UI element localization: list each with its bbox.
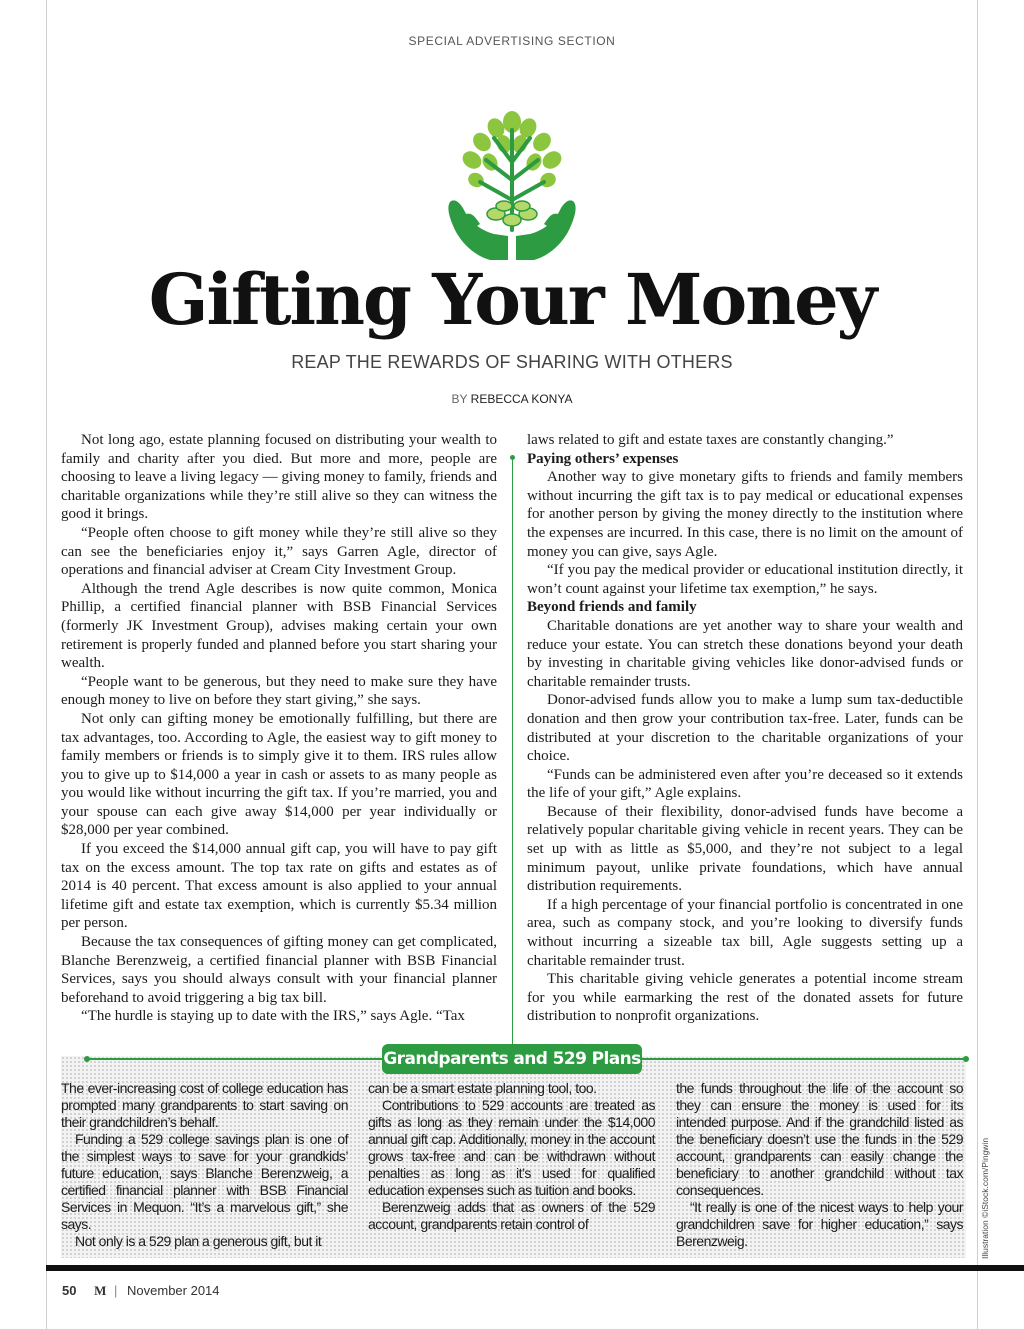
paragraph: “Funds can be administered even after you’re deceased so it extends the life of your gift,” Agle explains. bbox=[527, 766, 963, 802]
paragraph: Not long ago, estate planning focused on distributing your wealth to family and charity after you died. But more and more, people are choosing to leave a living legacy — giving money to family, friends and charitable organizations while they’re still alive so they can witness the good it brings. bbox=[61, 432, 497, 523]
article-right-column bbox=[527, 431, 963, 1026]
page-footer bbox=[62, 1283, 220, 1299]
sidebar-paragraph: Berenzweig adds that as owners of the 529 account, grandparents retain control of bbox=[368, 1199, 655, 1232]
illustration-credit: Illustration ©iStock.com/Pingwin bbox=[980, 1137, 990, 1259]
article-left-column bbox=[61, 431, 497, 1026]
sidebar-paragraph: The ever-increasing cost of college education has prompted many grandparents to start saving on their grandchildren’s behalf. bbox=[61, 1080, 348, 1130]
article-title: Gifting Your Money bbox=[148, 258, 876, 341]
sidebar-rule-dot bbox=[84, 1056, 90, 1062]
page-border-right bbox=[977, 0, 978, 1329]
paragraph: “People often choose to gift money while they’re still alive so they can see the beneficiaries enjoy it,” says Garren Agle, director of operations and financial adviser at Cream City Investment Group. bbox=[61, 524, 497, 579]
page-border-left bbox=[46, 0, 47, 1329]
footer-bar bbox=[46, 1265, 1024, 1271]
footer-separator: | bbox=[114, 1283, 118, 1298]
sidebar-paragraph: Contributions to 529 accounts are treated as gifts as long as they remain under the $14,000 annual gift cap. Additionally, money in the account grows tax-free and can be withdrawn without penalties as long as it’s used for qualified education expenses such as tuition and books. bbox=[368, 1097, 655, 1198]
paragraph: Donor-advised funds allow you to make a lump sum tax-deductible donation and then grow your contribution tax-free. Later, funds can be distributed at your discretion to the charitable organizations of your choice. bbox=[527, 692, 963, 765]
paragraph: laws related to gift and estate taxes are constantly changing.” bbox=[527, 432, 894, 448]
paragraph: If you exceed the $14,000 annual gift cap, you will have to pay gift tax on the excess amount. The top tax rate on gifts and estates as of 2014 is 40 percent. That excess amount is also applied to your annual lifetime gift and estate tax exemption, which is currently $5.34 million per person. bbox=[61, 841, 497, 932]
paragraph: “If you pay the medical provider or educational institution directly, it won’t count against your lifetime tax exemption,” he says. bbox=[527, 562, 963, 597]
magazine-logo: M bbox=[94, 1283, 107, 1298]
paragraph: Another way to give monetary gifts to friends and family members without incurring the gift tax is to pay medical or educational expenses for another person by giving the money directly to the institution where the expenses are incurred. In this case, there is no limit on the amount of money you can give, says Agle. bbox=[527, 469, 963, 560]
paragraph: “The hurdle is staying up to date with the IRS,” says Agle. “Tax bbox=[81, 1008, 465, 1025]
paragraph: Because the tax consequences of gifting money can get complicated, Blanche Berenzweig, a certified financial planner with BSB Financial Services, says you should always consult with your financial planner beforehand to avoid triggering a big tax bill. bbox=[61, 934, 497, 1006]
sidebar-paragraph: can be a smart estate planning tool, too. bbox=[368, 1080, 597, 1096]
byline-prefix: BY bbox=[451, 392, 468, 406]
paragraph: Charitable donations are yet another way to share your wealth and reduce your estate. You can stretch these donations beyond your death by investing in charitable giving vehicles like donor-advised funds or charitable remainder trusts. bbox=[527, 617, 963, 690]
sidebar-paragraph: Not only is a 529 plan a generous gift, but it bbox=[75, 1233, 322, 1249]
paragraph: Although the trend Agle describes is now quite common, Monica Phillip, a certified financial planner with BSB Financial Services (formerly JK Investment Group), advises making certain your own retirement is properly funded and planned before you start sharing your wealth. bbox=[61, 580, 497, 672]
sidebar-paragraph: Funding a 529 college savings plan is one of the simplest ways to save for your grandkids’ future education, says Blanche Berenzweig, a certified financial planner with BSB Financial Services in Mequon. “It’s a marvelous gift,” she says. bbox=[61, 1131, 348, 1232]
byline bbox=[0, 392, 1024, 406]
paragraph: “People want to be generous, but they need to make sure they have enough money to live on before they start giving,” she says. bbox=[61, 673, 497, 709]
issue-date: November 2014 bbox=[127, 1283, 220, 1298]
sidebar-paragraph: the funds throughout the life of the account so they can ensure the money is used for its intended purpose. And if the grandchild listed as the beneficiary doesn’t use the funds in the 529 account, grandparents can easily change the beneficiary to another grandchild without tax consequences. bbox=[676, 1080, 963, 1198]
page-number: 50 bbox=[62, 1283, 77, 1298]
paragraph: Because of their flexibility, donor-advised funds have become a relatively popular charitable giving vehicle in recent years. They can be set up with as little as $5,000, and they’re not subject to a legal minimum payout, unlike private foundations, which have annual distribution requirements. bbox=[527, 803, 963, 895]
paragraph: This charitable giving vehicle generates a potential income stream for you while earmarking the rest of the donated assets for future distribution to nonprofit organizations. bbox=[527, 971, 963, 1025]
article-subtitle: REAP THE REWARDS OF SHARING WITH OTHERS bbox=[291, 352, 733, 372]
paragraph: If a high percentage of your financial portfolio is concentrated in one area, such as company stock, and you’re looking to diversify funds without incurring a sizeable tax bill, Agle suggests setting up a charitable remainder trust. bbox=[527, 896, 963, 969]
sidebar-title: Grandparents and 529 Plans bbox=[382, 1044, 642, 1074]
sidebar-paragraph: “It really is one of the nicest ways to help your grandchildren save for higher education,” says Berenzweig. bbox=[676, 1199, 963, 1249]
tree-in-hands-icon bbox=[446, 110, 578, 260]
section-heading-paying-expenses: Paying others’ expenses bbox=[527, 450, 679, 467]
sidebar-rule-dot bbox=[963, 1056, 969, 1062]
paragraph: Not only can gifting money be emotionally fulfilling, but there are tax advantages, too. According to Agle, the easiest way to gift money to family members or friends is to simply give it to them. IRS rules allow you to give up to $14,000 a year in cash or assets to as many people as you would like without incurring the gift tax. If you’re married, you and your spouse can each give away $14,000 per year individually or $28,000 per year combined. bbox=[61, 710, 497, 839]
sidebar-column-3 bbox=[676, 1080, 963, 1250]
author-name: REBECCA KONYA bbox=[470, 392, 573, 406]
sidebar-column-2 bbox=[368, 1080, 655, 1233]
sidebar-column-1 bbox=[61, 1080, 348, 1250]
column-divider bbox=[512, 458, 513, 1046]
section-label: SPECIAL ADVERTISING SECTION bbox=[408, 34, 616, 48]
section-heading-beyond-friends: Beyond friends and family bbox=[527, 599, 697, 616]
